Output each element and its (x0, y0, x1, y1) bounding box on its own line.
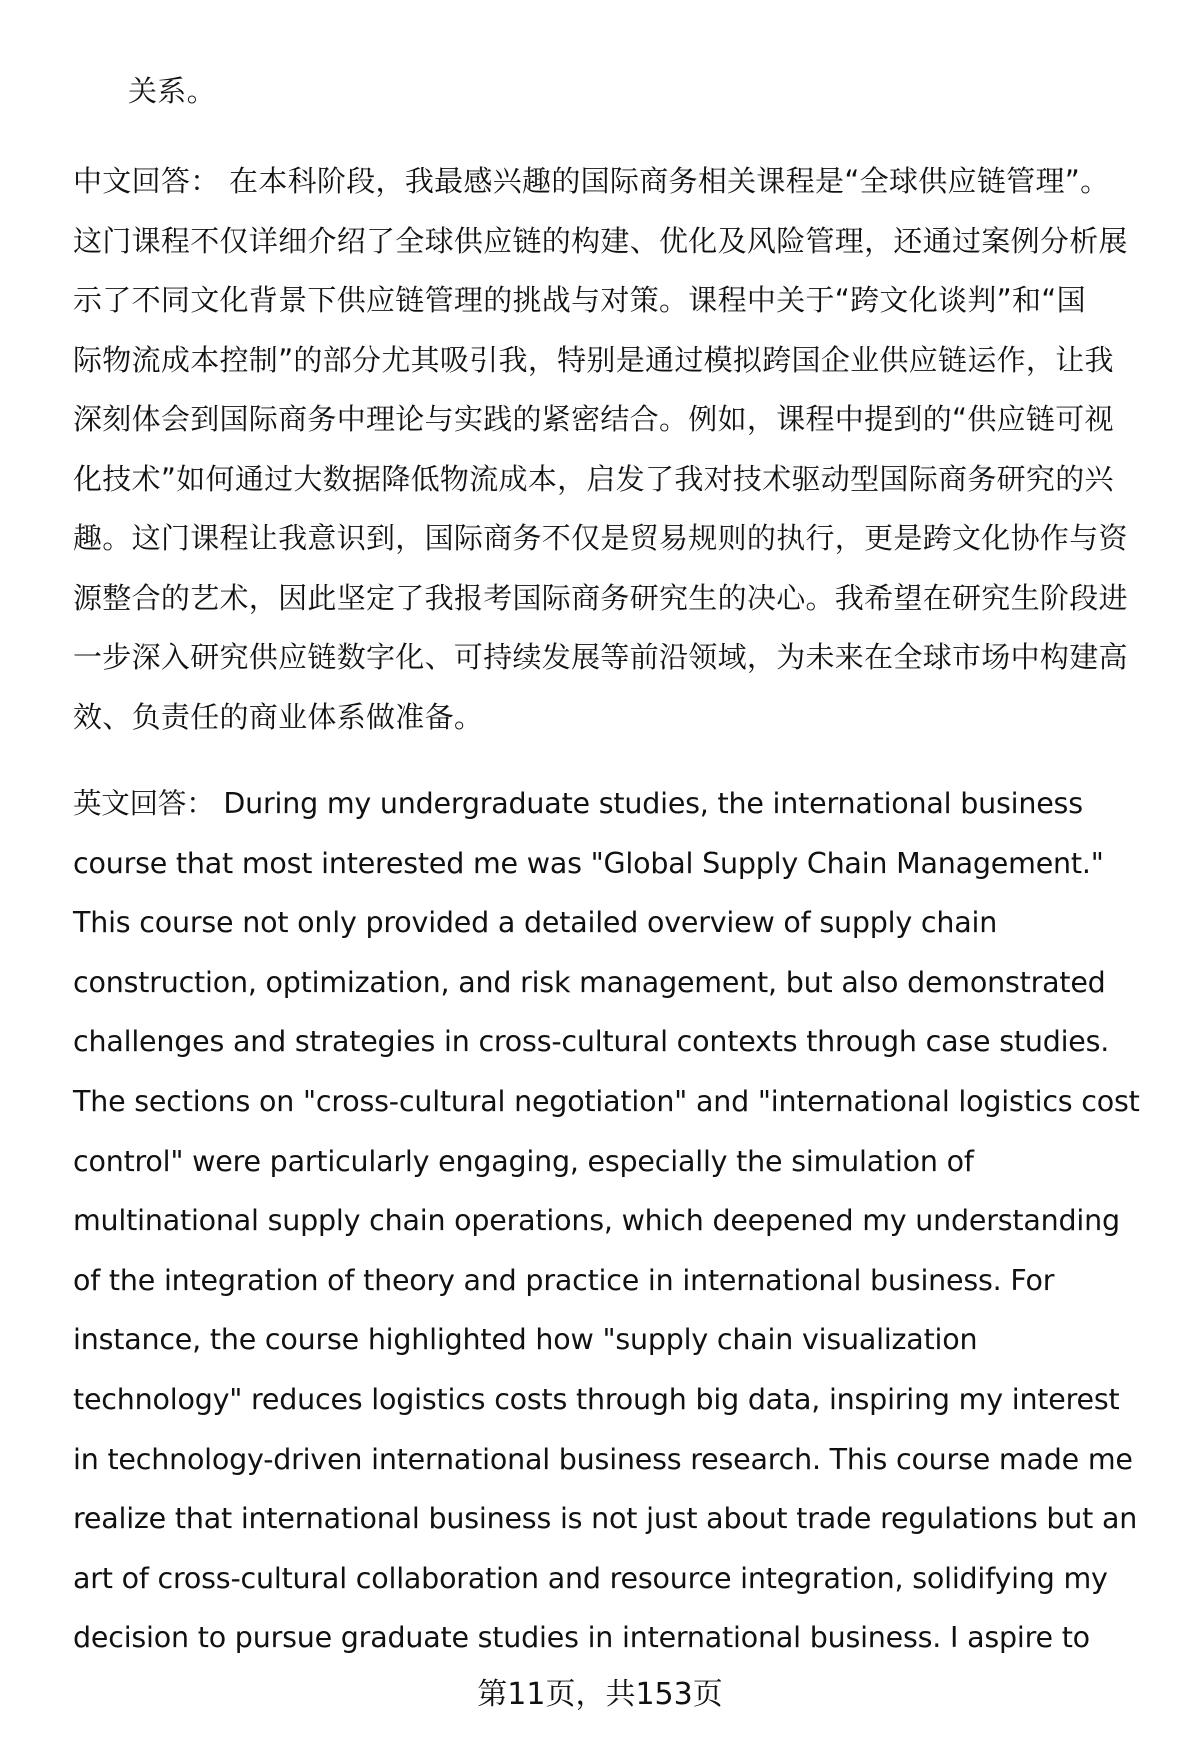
paragraph-line: 际物流成本控制”的部分尤其吸引我，特别是通过模拟跨国企业供应链运作，让我 (73, 342, 1114, 377)
paragraph-line: 英文回答： During my undergraduate studies, the international business (73, 787, 1083, 820)
paragraph-line: course that most interested me was "Global Supply Chain Management." (73, 846, 1104, 880)
page-number: 第11页，共153页 (477, 1677, 723, 1712)
paragraph-line: art of cross-cultural collaboration and resource integration, solidifying my (73, 1561, 1108, 1595)
paragraph-line: 趣。这门课程让我意识到，国际商务不仅是贸易规则的执行，更是跨文化协作与资 (73, 521, 1128, 555)
paragraph-line: decision to pursue graduate studies in international business. I aspire to (73, 1621, 1090, 1655)
paragraph-line: 深刻体会到国际商务中理论与实践的紧密结合。例如，课程中提到的“供应链可视 (73, 402, 1114, 436)
paragraph-line: construction, optimization, and risk management, but also demonstrated (73, 965, 1106, 999)
paragraph-line: of the integration of theory and practice in international business. For (73, 1263, 1055, 1297)
paragraph-line: challenges and strategies in cross-cultural contexts through case studies. (73, 1025, 1110, 1059)
paragraph-line: 这门课程不仅详细介绍了全球供应链的构建、优化及风险管理，还通过案例分析展 (73, 223, 1128, 258)
paragraph-line: multinational supply chain operations, which deepened my understanding (73, 1204, 1120, 1238)
paragraph-line: control" were particularly engaging, especially the simulation of (73, 1144, 974, 1178)
continuation-text: 关系。 (128, 74, 216, 108)
paragraph-line: 效、负责任的商业体系做准备。 (73, 699, 484, 734)
paragraph-line: 一步深入研究供应链数字化、可持续发展等前沿领域，为未来在全球市场中构建高 (73, 640, 1128, 674)
paragraph-line: in technology-driven international business research. This course made me (73, 1442, 1133, 1476)
paragraph-line: 化技术”如何通过大数据降低物流成本，启发了我对技术驱动型国际商务研究的兴 (73, 461, 1114, 496)
paragraph-line: 源整合的艺术，因此坚定了我报考国际商务研究生的决心。我希望在研究生阶段进 (73, 580, 1128, 615)
paragraph-line: technology" reduces logistics costs through big data, inspiring my interest (73, 1383, 1120, 1416)
paragraph-line: 示了不同文化背景下供应链管理的挑战与对策。课程中关于“跨文化谈判”和“国 (73, 283, 1086, 317)
paragraph-line: instance, the course highlighted how "supply chain visualization (73, 1323, 978, 1357)
paragraph-line: realize that international business is not just about trade regulations but an (73, 1502, 1138, 1536)
paragraph-line: The sections on "cross-cultural negotiation" and "international logistics cost (73, 1085, 1140, 1118)
paragraph-line: 中文回答： 在本科阶段，我最感兴趣的国际商务相关课程是“全球供应链管理”。 (73, 164, 1110, 198)
paragraph-line: This course not only provided a detailed overview of supply chain (73, 906, 998, 940)
